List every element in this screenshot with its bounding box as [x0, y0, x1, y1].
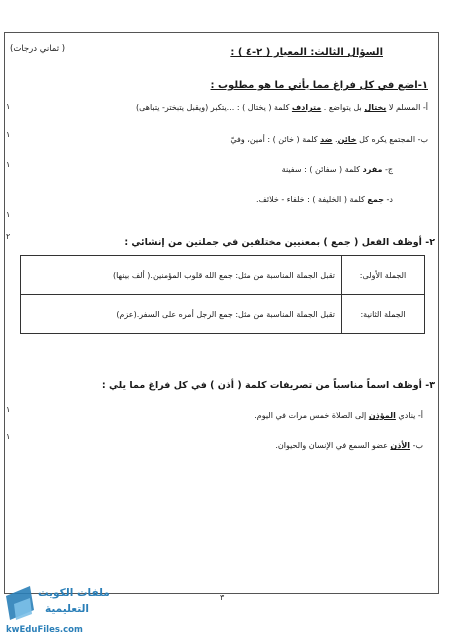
q1-item-b	[230, 135, 428, 144]
q1-b-text1: ب- المجتمع يكره كل	[356, 135, 428, 144]
q1-item-c	[282, 165, 393, 174]
q1-b-answer: كلمة ( خائن ) : أمين، وفيّ	[230, 135, 321, 144]
q3-b-mark: ١	[6, 432, 11, 441]
q2-row2-text: تقبل الجملة المناسبة من مثل: جمع الرجل أمره على السفر.(عزم)	[21, 295, 342, 334]
q2-row1-label: الجملة الأولى:	[342, 256, 425, 295]
q1-b-text2: .	[332, 135, 338, 144]
q1-a-text1: أ- المسلم لا	[386, 103, 428, 112]
q3-a-answer: المؤذن	[368, 411, 396, 420]
q1-a-keyword: مترادف	[291, 103, 322, 112]
q1-title: ١-اضع في كل فراغ مما يأتي ما هو مطلوب :	[210, 80, 428, 91]
q1-c-answer: كلمة ( سفائن ) : سفينة	[281, 165, 363, 174]
q3-b-prefix: ب-	[410, 441, 423, 450]
q1-d-text1: د-	[384, 195, 393, 204]
q1-a-word: يختال	[364, 103, 387, 112]
section-title: السؤال الثالث: المعيار ( ٢-٤ ) :	[230, 47, 383, 58]
q1-d-answer: كلمة ( الخليفة ) : خلفاء - خلائف.	[256, 195, 368, 204]
q1-a-mark: ١	[6, 102, 11, 111]
q1-b-word: خائن	[337, 135, 357, 144]
logo-line-2: التعليمية	[45, 603, 90, 615]
q3-b-suffix: عضو السمع في الإنسان والحيوان.	[275, 441, 391, 450]
page-number: ٣	[220, 593, 225, 602]
q1-d-mark: ١	[6, 210, 11, 219]
logo-url: kwEduFiles.com	[6, 625, 83, 635]
q3-item-a	[254, 411, 423, 420]
q1-a-text2: بل يتواضع .	[321, 103, 365, 112]
q3-title: ٣- أوظف اسماً مناسباً من تصريفات كلمة ( أذن ) في كل فراغ مما يلي :	[101, 380, 435, 391]
q2-row1-text: تقبل الجملة المناسبة من مثل: جمع الله قلوب المؤمنين.( ألف بينها)	[21, 256, 342, 295]
q2-row2-label: الجملة الثانية:	[342, 295, 425, 334]
total-score: ( ثماني درجات)	[10, 44, 66, 54]
q1-item-d	[256, 195, 393, 204]
q2-sentence-table	[20, 255, 425, 334]
q2-mark: ٢	[6, 232, 11, 241]
q1-c-mark: ١	[6, 160, 11, 169]
table-row	[21, 256, 425, 295]
q2-title: ٢- أوظف الفعل ( جمع ) بمعنيين مختلفين في جملتين من إنشائي :	[124, 237, 435, 248]
q1-c-text1: ج-	[382, 165, 393, 174]
q3-a-prefix: أ- ينادي	[395, 411, 423, 420]
q3-a-suffix: إلى الصلاة خمس مرات في اليوم.	[254, 411, 369, 420]
q1-c-keyword: مفرد	[362, 165, 383, 174]
q3-item-b	[275, 441, 423, 450]
q3-b-answer: الأذن	[390, 441, 411, 450]
q1-a-answer: كلمة ( يختال ) : ...يتكبر (ويقبل يتبختر- يتباهى)	[135, 103, 292, 112]
q1-b-keyword: ضد	[320, 135, 333, 144]
table-row	[21, 295, 425, 334]
q1-d-keyword: جمع	[367, 195, 384, 204]
q1-b-mark: ١	[6, 130, 11, 139]
q1-item-a	[136, 103, 428, 112]
logo-line-1: ملفات الكويت	[38, 587, 110, 599]
q3-a-mark: ١	[6, 405, 11, 414]
